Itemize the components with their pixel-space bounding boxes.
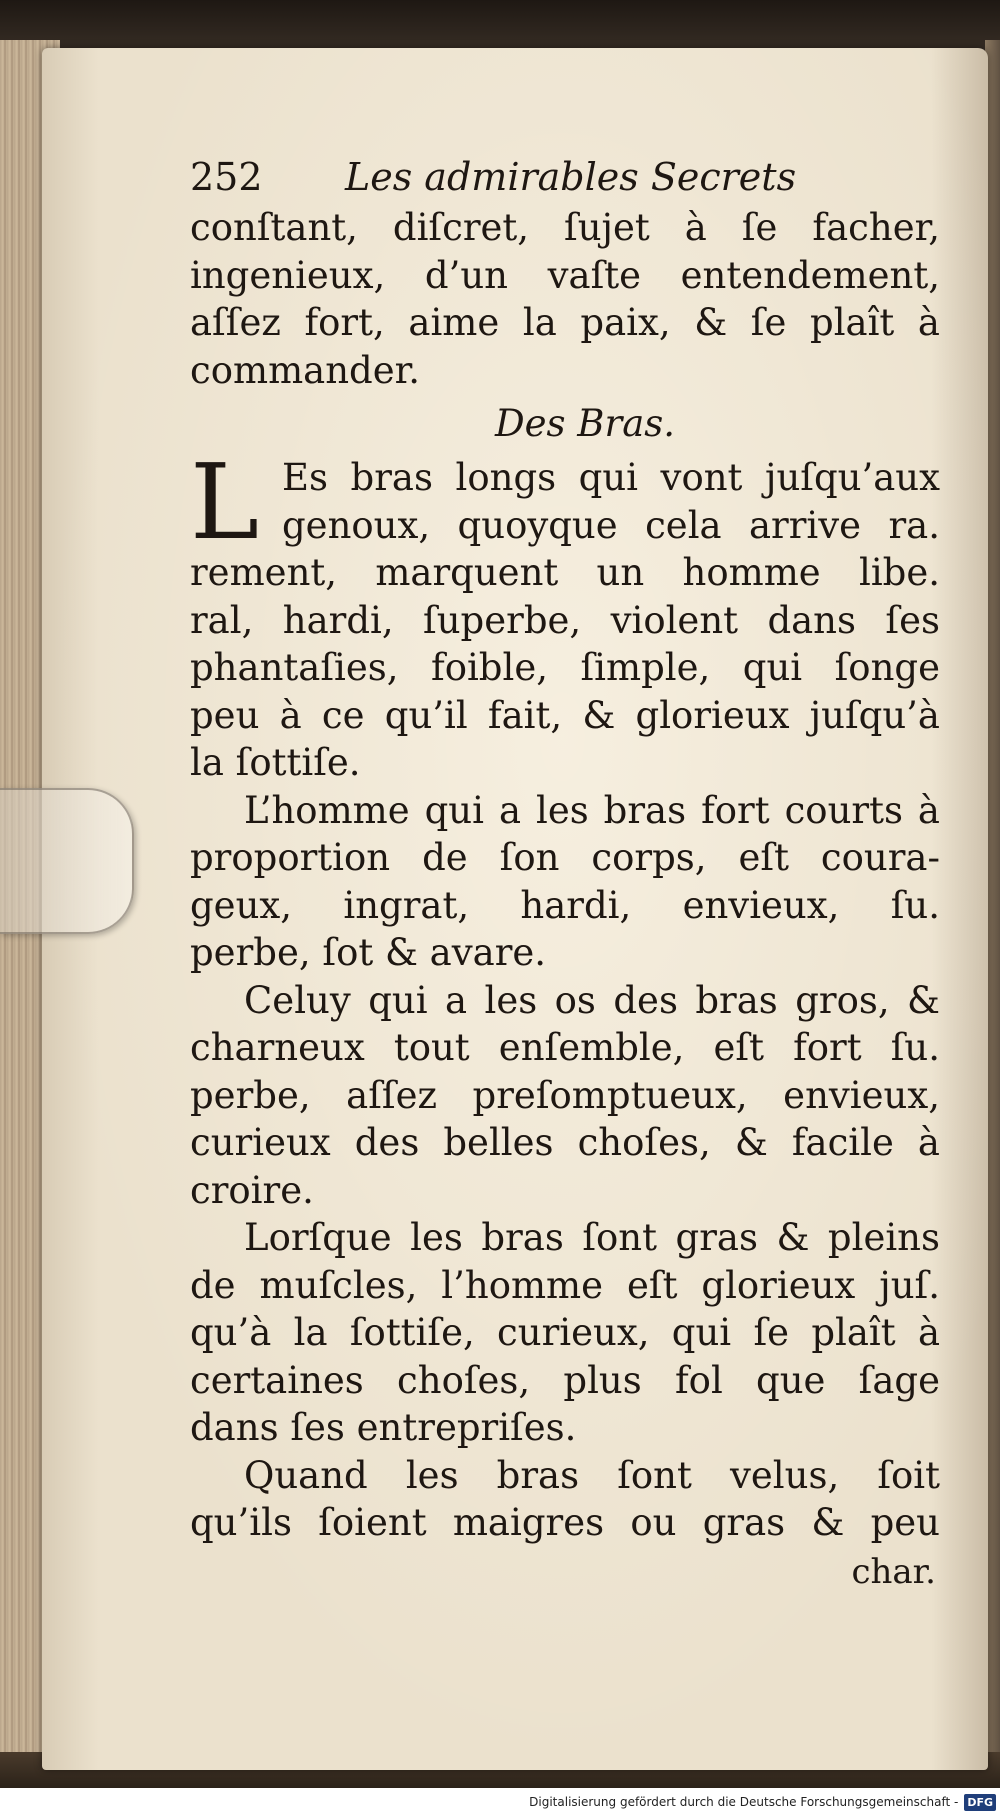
text-line: ingenieux, d’un vaſte entendement, [190, 253, 940, 297]
paragraph [190, 977, 940, 1215]
text-line: phantaſies, foible, ſimple, qui ſonge [190, 646, 940, 689]
text-line: la ſottiſe. [190, 741, 361, 784]
paragraph [190, 1452, 940, 1547]
text-line: Es bras longs qui vont juſqu’aux [282, 456, 940, 499]
text-line: perbe, ſot & avare. [190, 931, 547, 974]
page-text [190, 150, 940, 1597]
text-line: de muſcles, l’homme eſt glorieux juſ. [190, 1263, 940, 1307]
paragraph [190, 1214, 940, 1452]
text-line: croire. [190, 1168, 314, 1212]
text-line: perbe, aſſez preſomptueux, envieux, [190, 1073, 940, 1117]
dfg-logo: DFG [964, 1794, 996, 1811]
text-line: genoux, quoyque cela arrive ra. [282, 503, 940, 547]
text-line: geux, ingrat, hardi, envieux, ſu. [190, 883, 940, 927]
drop-cap-block [190, 441, 940, 563]
text-line: conſtant, diſcret, ſujet à ſe facher, [190, 206, 940, 249]
text-line: Lorſque les bras ſont gras & pleins [244, 1216, 940, 1259]
drop-cap-letter: L [190, 441, 260, 563]
paragraph [190, 787, 940, 977]
text-line: ral, hardi, ſuperbe, violent dans ſes [190, 598, 940, 642]
text-line: certaines choſes, plus fol que ſage [190, 1358, 940, 1402]
text-line: proportion de ſon corps, eſt coura- [190, 836, 940, 879]
text-line: curieux des belles choſes, & facile à [190, 1121, 940, 1164]
text-line: charneux tout enſemble, eſt fort ſu. [190, 1026, 940, 1069]
text-line: Celuy qui a les os des bras gros, & [244, 978, 940, 1022]
drop-cap-lines [282, 454, 940, 549]
section-heading: Des Bras. [495, 402, 675, 445]
text-line: aſſez fort, aime la paix, & ſe plaît à [190, 301, 940, 344]
text-line: qu’ils ſoient maigres ou gras & peu [190, 1501, 940, 1544]
page-number: 252 [190, 155, 263, 199]
paragraph [190, 549, 940, 787]
text-line: commander. [190, 348, 421, 392]
catchword: char. [851, 1551, 936, 1592]
digitization-footer [0, 1788, 1000, 1817]
text-line: Quand les bras ſont velus, ſoit [244, 1453, 940, 1497]
running-title: Les admirables Secrets [345, 155, 797, 199]
footer-credit: Digitalisierung gefördert durch die Deutsche Forschungsgemeinschaft - [529, 1795, 959, 1809]
page-clip [0, 788, 134, 934]
text-line: rement, marquent un homme libe. [190, 551, 940, 594]
text-line: peu à ce qu’il fait, & glorieux juſqu’à [190, 693, 940, 737]
running-header [190, 150, 940, 204]
text-line: L’homme qui a les bras fort courts à [244, 788, 940, 832]
text-line: dans ſes entrepriſes. [190, 1406, 577, 1449]
text-line: qu’à la ſottiſe, curieux, qui ſe plaît à [190, 1311, 940, 1354]
